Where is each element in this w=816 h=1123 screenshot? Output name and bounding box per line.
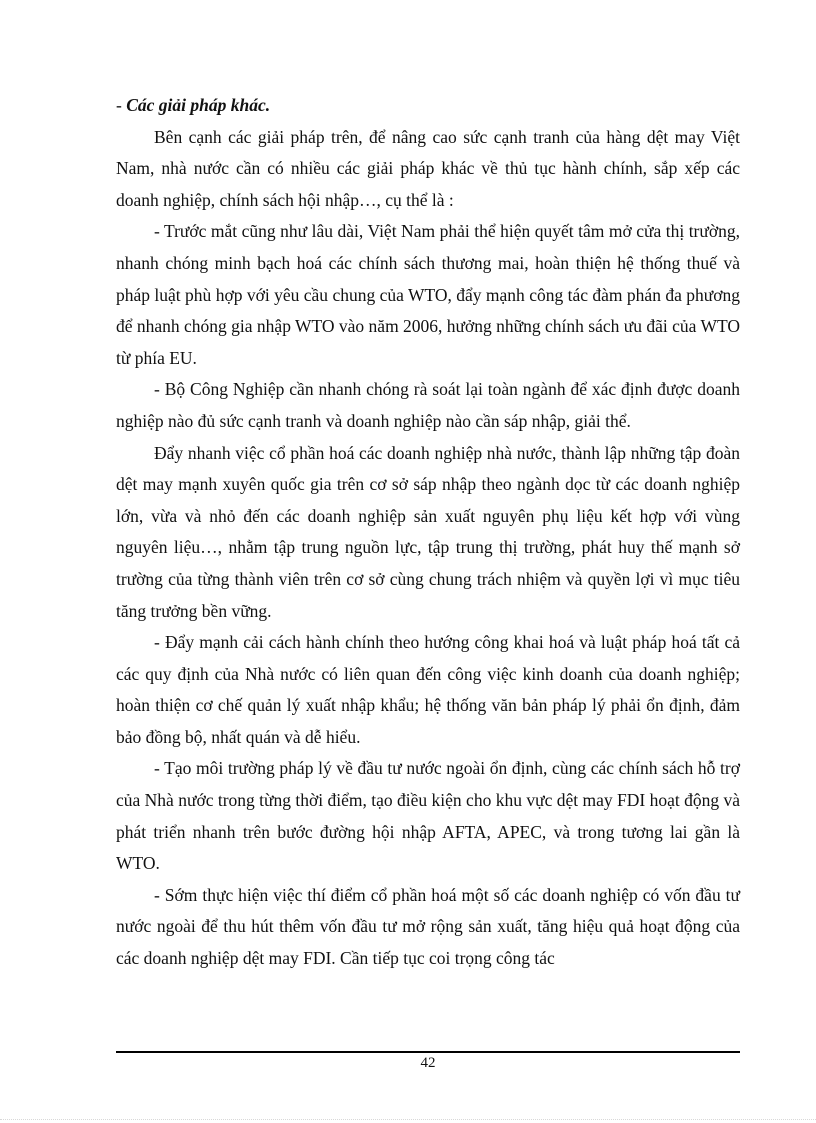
paragraph-fdi-environment: - Tạo môi trường pháp lý về đầu tư nước ngoài ổn định, cùng các chính sách hỗ trợ của Nhà nước trong từng thời điểm, tạo điều kiện cho khu vực dệt may FDI hoạt động và phát triển nhanh trên bước đường hội nhập AFTA, APEC, và trong tương lai gần là WTO.: [116, 758, 740, 874]
footer-divider: [116, 1051, 740, 1053]
page-body: [116, 90, 740, 975]
paragraph-ministry-review: - Bộ Công Nghiệp cần nhanh chóng rà soát lại toàn ngành để xác định được doanh nghiệp nào đủ sức cạnh tranh và doanh nghiệp nào cần sáp nhập, giải thể.: [116, 379, 740, 431]
paragraph-wto-integration: - Trước mắt cũng như lâu dài, Việt Nam phải thể hiện quyết tâm mở cửa thị trường, nhanh chóng minh bạch hoá các chính sách thương mai, hoàn thiện hệ thống thuế và pháp luật phù hợp với yêu cầu chung của WTO, đẩy mạnh công tác đàm phán đa phương để nhanh chóng gia nhập WTO vào năm 2006, hưởng những chính sách ưu đãi của WTO từ phía EU.: [116, 221, 740, 368]
page-bottom-edge: [0, 1119, 816, 1120]
section-heading: [116, 90, 740, 122]
paragraph-administrative-reform: - Đẩy mạnh cải cách hành chính theo hướng công khai hoá và luật pháp hoá tất cả các quy định của Nhà nước có liên quan đến công việc kinh doanh của doanh nghiệp; hoàn thiện cơ chế quản lý xuất nhập khẩu; hệ thống văn bản pháp lý phải ổn định, đảm bảo đồng bộ, nhất quán và dễ hiểu.: [116, 632, 740, 747]
paragraph-intro: Bên cạnh các giải pháp trên, để nâng cao sức cạnh tranh của hàng dệt may Việt Nam, nhà nước cần có nhiều các giải pháp khác về thủ tục hành chính, sắp xếp các doanh nghiệp, chính sách hội nhập…, cụ thể là :: [116, 126, 740, 210]
section-heading-dash: -: [116, 95, 127, 115]
page-number: 42: [420, 1055, 436, 1071]
paragraph-fdi-equitization: - Sớm thực hiện việc thí điểm cổ phần hoá một số các doanh nghiệp có vốn đầu tư nước ngoài để thu hút thêm vốn đầu tư mở rộng sản xuất, tăng hiệu quả hoạt động của các doanh nghiệp dệt may FDI. Cần tiếp tục coi trọng công tác: [116, 884, 740, 969]
section-heading-text: Các giải pháp khác.: [126, 95, 271, 115]
paragraph-equitization: Đẩy nhanh việc cổ phần hoá các doanh nghiệp nhà nước, thành lập những tập đoàn dệt may mạnh xuyên quốc gia trên cơ sở sáp nhập theo ngành dọc từ các doanh nghiệp lớn, vừa và nhỏ đến các doanh nghiệp sản xuất nguyên phụ liệu kết hợp với vùng nguyên liệu…, nhằm tập trung nguồn lực, tập trung thị trường, phát huy thế mạnh sở trường của từng thành viên trên cơ sở cùng chung trách nhiệm và quyền lợi vì mục tiêu tăng trưởng bền vững.: [116, 442, 740, 621]
